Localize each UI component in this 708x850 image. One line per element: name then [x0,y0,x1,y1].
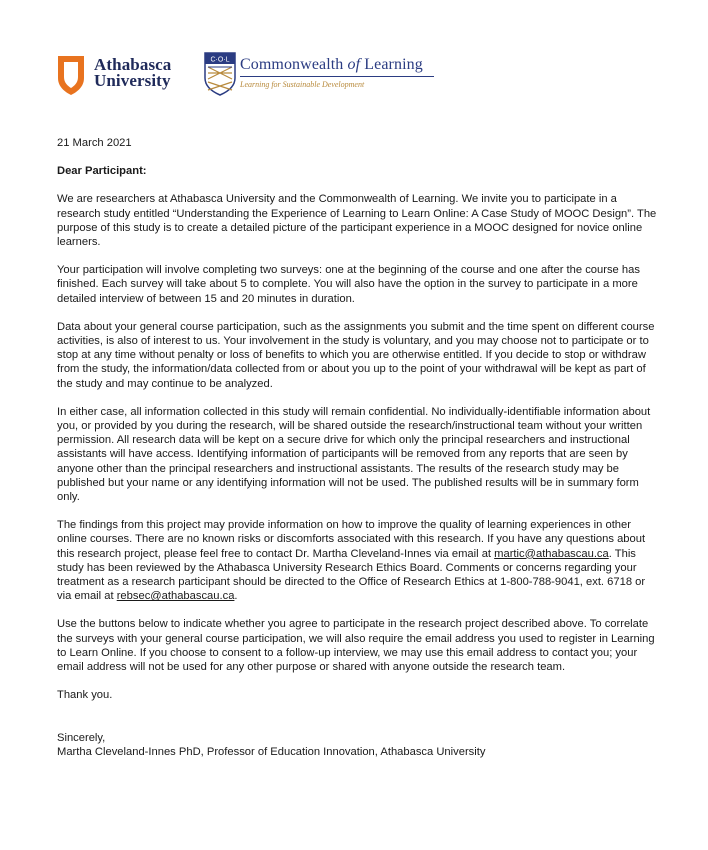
col-badge-text: C·O·L [210,56,230,64]
col-logo-rule [240,76,434,77]
letter-thanks: Thank you. [57,689,113,702]
letter-signature: Martha Cleveland-Innes PhD, Professor of Education Innovation, Athabasca University [57,745,486,758]
col-logo-name: Commonwealth of Learning [240,56,423,73]
paragraph-intro: We are researchers at Athabasca University and the Commonwealth of Learning. We invite you to participate in a research study entitled “Understanding the Experience of Learning to Learn Online: A Case Study of MOOC Design”. The purpose of this study is to create a detailed picture of the participant experience in a MOOC designed for novice online learners. [57,193,657,249]
letter-date: 21 March 2021 [57,137,132,149]
contact-email-link[interactable]: martic@athabascau.ca [494,547,609,560]
col-logo-tagline: Learning for Sustainable Development [240,80,365,89]
paragraph-contact: The findings from this project may provide information on how to improve the quality of learning experiences in other online courses. There are no known risks or discomforts associated with this research. If you have any questions about this research project, please feel free to contact Dr. Martha Cleveland-Innes via email at martic@athabascau.ca. This study has been reviewed by the Athabasca University Research Ethics Board. Comments or concerns regarding your treatment as a research participant should be directed to the Office of Research Ethics at 1-800-788-9041, ext. 6718 or via email at rebsec@athabascau.ca. [57,519,646,603]
letter-salutation: Dear Participant: [57,165,147,178]
paragraph-confidentiality: In either case, all information collected in this study will remain confidential. No individually-identifiable information about you, or provided by you during the research, will be shared outside the research/instructional team without your written permission. All research data will be kept on a secure drive for which only the principal researchers and instructional assistants will have access. Identifying information of participants will be removed from any reports that are seen by anyone other than the principal researchers and instructional assistants. The results of the research study may be published but your name or any identifying information will not be used. The published results will be in summary form only. [57,405,651,504]
letter-body [57,136,657,759]
au-shield-icon [56,54,86,96]
header-logos [56,50,456,100]
paragraph-participation: Your participation will involve completing two surveys: one at the beginning of the course and one after the course has finished. Each survey will take about 5 to complete. You will also have the option in the survey to participate in a more detailed interview of between 15 and 20 minutes in duration. [57,264,640,305]
au-logo-line1: Athabasca [94,55,172,74]
athabasca-university-logo [56,54,196,98]
ethics-email-link[interactable]: rebsec@athabascau.ca [116,590,235,603]
letter-closing: Sincerely, [57,731,106,744]
paragraph-data-collection: Data about your general course participation, such as the assignments you submit and the time spent on different course activities, is also of interest to us. Your involvement in the study is voluntary, and you may choose not to participate or to stop at any time without penalty or loss of benefits to which you are otherwise entitled. If you decide to stop or withdraw from the study, the information/data collected from or about you up to the point of your withdrawal will be kept as part of the study and may continue to be analyzed. [57,320,655,390]
paragraph-consent-instructions: Use the buttons below to indicate whether you agree to participate in the research project described above. To correlate the surveys with your general course participation, we will also require the email address you used to register in Learning to Learn Online. If you choose to consent to a follow-up interview, we may use this email address to contact you; your email address will not be used for any other purpose or shared with anyone outside the research team. [57,618,655,674]
au-logo-line2: University [94,71,171,90]
signature-block [57,731,657,759]
col-crest-icon [204,52,236,96]
commonwealth-of-learning-logo [204,50,464,100]
